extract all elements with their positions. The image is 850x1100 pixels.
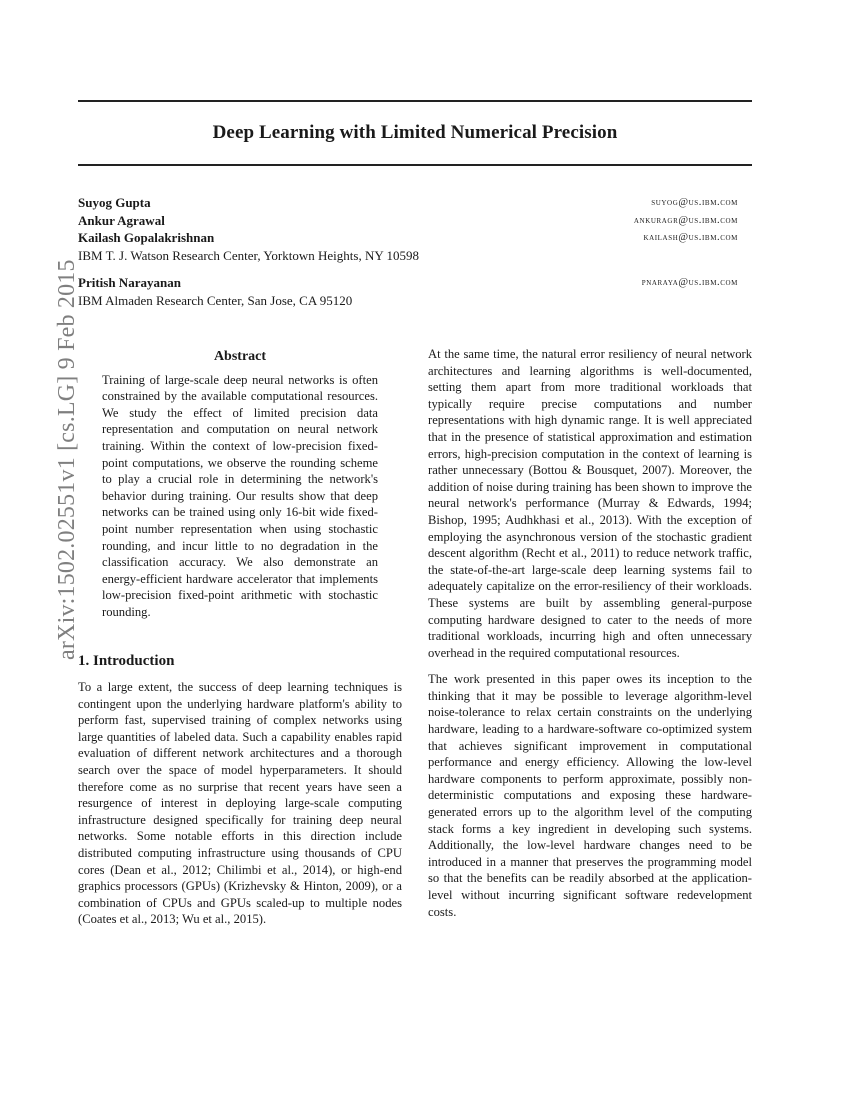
body-paragraph: The work presented in this paper owes its inception to the thinking that it may be possible to leverage algorithm-level noise-tolerance to relax certain constraints on the underlying hardware, leading to a hardware-software co-optimized system that achieves significant improvement in computational performance and energy efficiency. Allowing the low-level hardware components to perform approximate, possibly non-deterministic computations and exposing these hardware-generated errors up to the algorithm level of the computing stack forms a key ingredient in developing such systems. Additionally, the low-level hardware changes need to be introduced in a manner that preserves the programming model so that the benefits can be readily absorbed at the application-level without incurring significant software redevelopment costs. (428, 672, 752, 919)
body-paragraph: To a large extent, the success of deep learning techniques is contingent upon the underlying hardware platform's ability to perform fast, supervised training of complex networks using large quantities of labeled data. Such a capability enables rapid evaluation of different network architectures and a thorough search over the space of model hyperparameters. It should therefore come as no surprise that recent years have seen a resurgence of interest in deploying large-scale computing infrastructure designed specifically for training deep neural networks. Some notable efforts in this direction include distributed computing infrastructure using thousands of CPU cores (Dean et al., 2012; Chilimbi et al., 2014), or high-end graphics processors (GPUs) (Krizhevsky & Hinton, 2009), or a combination of CPUs and GPUs scaled-up to multiple nodes (Coates et al., 2013; Wu et al., 2015). (78, 680, 402, 927)
author-row (78, 229, 752, 247)
author-row (78, 194, 752, 212)
author-affiliation: IBM Almaden Research Center, San Jose, CA 95120 (78, 292, 353, 308)
right-column (428, 346, 752, 930)
left-column (78, 346, 402, 938)
author-affiliation: IBM T. J. Watson Research Center, Yorktown Heights, NY 10598 (78, 247, 419, 263)
author-email: ankuragr@us.ibm.com (633, 214, 738, 226)
author-name: Suyog Gupta (78, 195, 151, 210)
author-name: Kailash Gopalakrishnan (78, 230, 215, 245)
author-row (78, 212, 752, 230)
arxiv-identifier: arXiv:1502.02551v1 [cs.LG] 9 Feb 2015 (54, 259, 80, 660)
author-email: pnaraya@us.ibm.com (641, 277, 738, 288)
author-block-almaden (78, 274, 752, 310)
arxiv-side-stamp (14, 259, 80, 660)
author-row (78, 274, 752, 292)
abstract-heading: Abstract (213, 349, 267, 364)
author-name: Ankur Agrawal (78, 212, 165, 228)
author-block-watson (78, 194, 752, 265)
section-heading-introduction: 1. Introduction (78, 652, 175, 669)
author-email: kailash@us.ibm.com (643, 232, 738, 243)
body-paragraph: At the same time, the natural error resiliency of neural network architectures and learning algorithms is well-documented, setting them apart from more traditional workloads that typically require precise computations and number representations with high dynamic range. It is well appreciated that in the presence of statistical approximation and estimation errors, high-precision computation in the context of learning is rather unnecessary (Bottou & Bousquet, 2007). Moreover, the addition of noise during training has been shown to improve the neural network's performance (Murray & Edwards, 1994; Bishop, 1995; Audhkhasi et al., 2013). With the exception of employing the asynchronous version of the stochastic gradient descent algorithm (Recht et al., 2011) to reduce network traffic, the state-of-the-art large-scale deep learning systems fail to adequately capitalize on the error-resiliency of their workloads. These systems are built by assembling general-purpose computing hardware designed to cater to the needs of more traditional workloads, incurring high and often unnecessary overhead in the required computational resources. (428, 347, 752, 660)
title-rule-top (78, 100, 752, 102)
author-email: suyog@us.ibm.com (651, 197, 738, 208)
title-rule-bottom (78, 164, 752, 166)
author-name: Pritish Narayanan (78, 275, 181, 290)
paper-title: Deep Learning with Limited Numerical Precision (212, 122, 618, 143)
abstract-body: Training of large-scale deep neural networks is often constrained by the available computational resources. We study the effect of limited precision data representation and computation on neural network training. Within the context of low-precision fixed-point computations, we observe the rounding scheme to play a crucial role in determining the network's behavior during training. Our results show that deep networks can be trained using only 16-bit wide fixed-point number representation when using stochastic rounding, and incur little to no degradation in the classification accuracy. We also demonstrate an energy-efficient hardware accelerator that implements low-precision fixed-point arithmetic with stochastic rounding. (102, 372, 378, 619)
